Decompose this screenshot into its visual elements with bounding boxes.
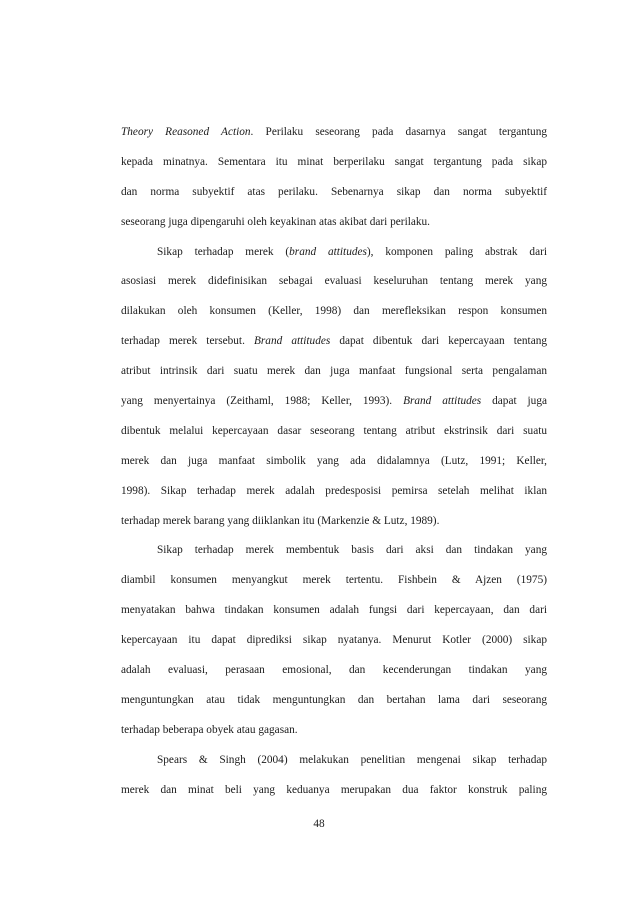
text-line — [121, 507, 547, 537]
text-run: diambil konsumen menyangkut merek tertentu. Fishbein & Ajzen (1975) — [121, 574, 547, 587]
text-line — [121, 148, 547, 178]
text-run: kepada minatnya. Sementara itu minat berperilaku sangat tergantung pada sikap — [121, 155, 547, 168]
text-run: menyatakan bahwa tindakan konsumen adalah fungsi dari kepercayaan, dan dari — [121, 604, 547, 617]
text-line — [121, 208, 547, 238]
text-run: terhadap merek barang yang diiklankan itu (Markenzie & Lutz, 1989). — [121, 514, 440, 527]
text-run: terhadap beberapa obyek atau gagasan. — [121, 723, 298, 736]
text-line — [121, 596, 547, 626]
text-run: ), komponen paling abstrak dari — [366, 245, 547, 258]
text-line — [121, 536, 547, 566]
text-run: menguntungkan atau tidak menguntungkan dan bertahan lama dari seseorang — [121, 693, 547, 706]
text-run: brand attitudes — [289, 245, 367, 258]
text-run: Spears & Singh (2004) melakukan penelitian mengenai sikap terhadap — [157, 753, 547, 766]
text-line — [121, 238, 547, 268]
text-run: dapat juga — [481, 395, 547, 408]
text-line — [121, 656, 547, 686]
text-run: dilakukan oleh konsumen (Keller, 1998) dan merefleksikan respon konsumen — [121, 305, 547, 318]
text-run: Brand attitudes — [403, 395, 482, 408]
text-line — [121, 716, 547, 746]
text-run: Brand attitudes — [254, 335, 331, 348]
text-run: Sikap terhadap merek ( — [157, 245, 290, 258]
text-run: seseorang juga dipengaruhi oleh keyakinan atas akibat dari perilaku. — [121, 215, 430, 228]
text-run: . Perilaku seseorang pada dasarnya sangat tergantung — [250, 126, 547, 138]
text-run: merek dan juga manfaat simbolik yang ada didalamnya (Lutz, 1991; Keller, — [121, 454, 547, 467]
paragraph-3 — [121, 536, 547, 745]
text-line — [121, 417, 547, 447]
text-run: adalah evaluasi, perasaan emosional, dan kecenderungan tindakan yang — [121, 664, 547, 677]
text-run: yang menyertainya (Zeithaml, 1988; Keller, 1993). — [121, 395, 404, 408]
text-line — [121, 626, 547, 656]
text-run: Theory Reasoned Action — [121, 126, 251, 138]
text-run: dan norma subyektif atas perilaku. Sebenarnya sikap dan norma subyektif — [121, 185, 547, 198]
text-run: asosiasi merek didefinisikan sebagai evaluasi keseluruhan tentang merek yang — [121, 275, 547, 288]
paragraph-1 — [121, 118, 547, 238]
text-run: atribut intrinsik dari suatu merek dan juga manfaat fungsional serta pengalaman — [121, 365, 547, 378]
text-run: kepercayaan itu dapat diprediksi sikap nyatanya. Menurut Kotler (2000) sikap — [121, 634, 547, 647]
paragraph-4 — [121, 746, 547, 806]
page-number: 48 — [313, 818, 325, 830]
text-line — [121, 297, 547, 327]
text-line — [121, 357, 547, 387]
text-run: Sikap terhadap merek membentuk basis dari aksi dan tindakan yang — [157, 544, 547, 557]
text-line — [121, 387, 547, 417]
text-line — [121, 178, 547, 208]
text-line — [121, 566, 547, 596]
paragraph-2 — [121, 238, 547, 537]
text-run: 1998). Sikap terhadap merek adalah predesposisi pemirsa setelah melihat iklan — [121, 484, 547, 497]
body-text — [121, 118, 547, 805]
text-line — [121, 477, 547, 507]
text-line — [121, 447, 547, 477]
text-line — [121, 327, 547, 357]
text-run: dibentuk melalui kepercayaan dasar seseorang tentang atribut ekstrinsik dari suatu — [121, 424, 547, 437]
text-line — [121, 267, 547, 297]
text-run: terhadap merek tersebut. — [121, 335, 254, 348]
text-line — [121, 776, 547, 806]
text-line — [121, 686, 547, 716]
text-run: dapat dibentuk dari kepercayaan tentang — [330, 335, 548, 348]
text-line — [121, 746, 547, 776]
text-run: merek dan minat beli yang keduanya merupakan dua faktor konstruk paling — [121, 783, 547, 796]
text-line — [121, 118, 547, 148]
